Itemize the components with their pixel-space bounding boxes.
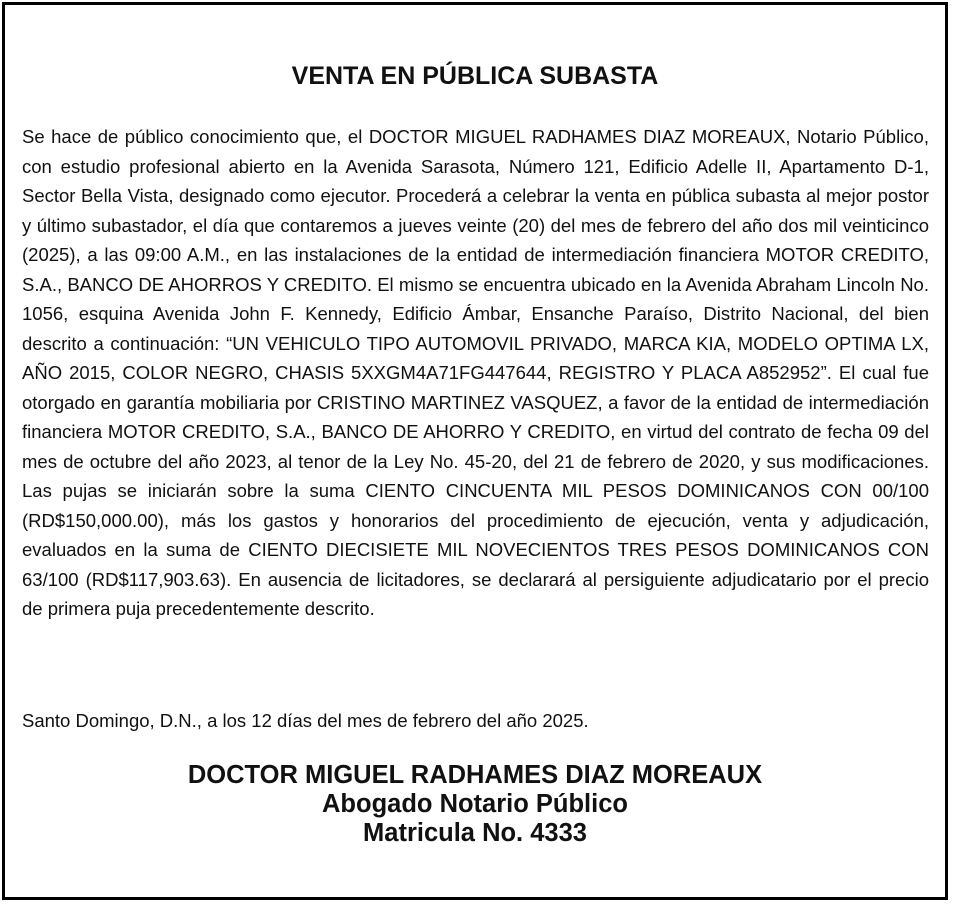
notice-body: Se hace de público conocimiento que, el DOCTOR MIGUEL RADHAMES DIAZ MOREAUX, Notario Público, con estudio profesional abierto en la Avenida Sarasota, Número 121, Edificio Adelle II, Apartamento D-1, Sector Bella Vista, designado como ejecutor. Procederá a celebrar la venta en pública subasta al mejor postor y último subastador, el día que contaremos a jueves veinte (20) del mes de febrero del año dos mil veinticinco (2025), a las 09:00 A.M., en las instalaciones de la entidad de intermediación financiera MOTOR CREDITO, S.A., BANCO DE AHORROS Y CREDITO. El mismo se encuentra ubicado en la Avenida Abraham Lincoln No. 1056, esquina Avenida John F. Kennedy, Edificio Ámbar, Ensanche Paraíso, Distrito Nacional, del bien descrito a continuación: “UN VEHICULO TIPO AUTOMOVIL PRIVADO, MARCA KIA, MODELO OPTIMA LX, AÑO 2015, COLOR NEGRO, CHASIS 5XXGM4A71FG447644, REGISTRO Y PLACA A852952”. El cual fue otorgado en garantía mobiliaria por CRISTINO MARTINEZ VASQUEZ, a favor de la entidad de intermediación financiera MOTOR CREDITO, S.A., BANCO DE AHORRO Y CREDITO, en virtud del contrato de fecha 09 del mes de octubre del año 2023, al tenor de la Ley No. 45-20, del 21 de febrero de 2020, y sus modificaciones. Las pujas se iniciarán sobre la suma CIENTO CINCUENTA MIL PESOS DOMINICANOS CON 00/100 (RD$150,000.00), más los gastos y honorarios del procedimiento de ejecución, venta y adjudicación, evaluados en la suma de CIENTO DIECISIETE MIL NOVECIENTOS TRES PESOS DOMINICANOS CON 63/100 (RD$117,903.63). En ausencia de licitadores, se declarará al persiguiente adjudicatario por el precio de primera puja precedentemente descrito. [22,126,929,619]
notice-date-line: Santo Domingo, D.N., a los 12 días del mes de febrero del año 2025. [22,710,589,731]
signature-block [5,761,945,848]
signature-name: DOCTOR MIGUEL RADHAMES DIAZ MOREAUX [187,761,763,789]
notice-title: VENTA EN PÚBLICA SUBASTA [291,62,659,90]
signature-role: Abogado Notario Público [322,790,628,818]
signature-registration: Matricula No. 4333 [363,819,587,847]
auction-notice [2,2,948,900]
